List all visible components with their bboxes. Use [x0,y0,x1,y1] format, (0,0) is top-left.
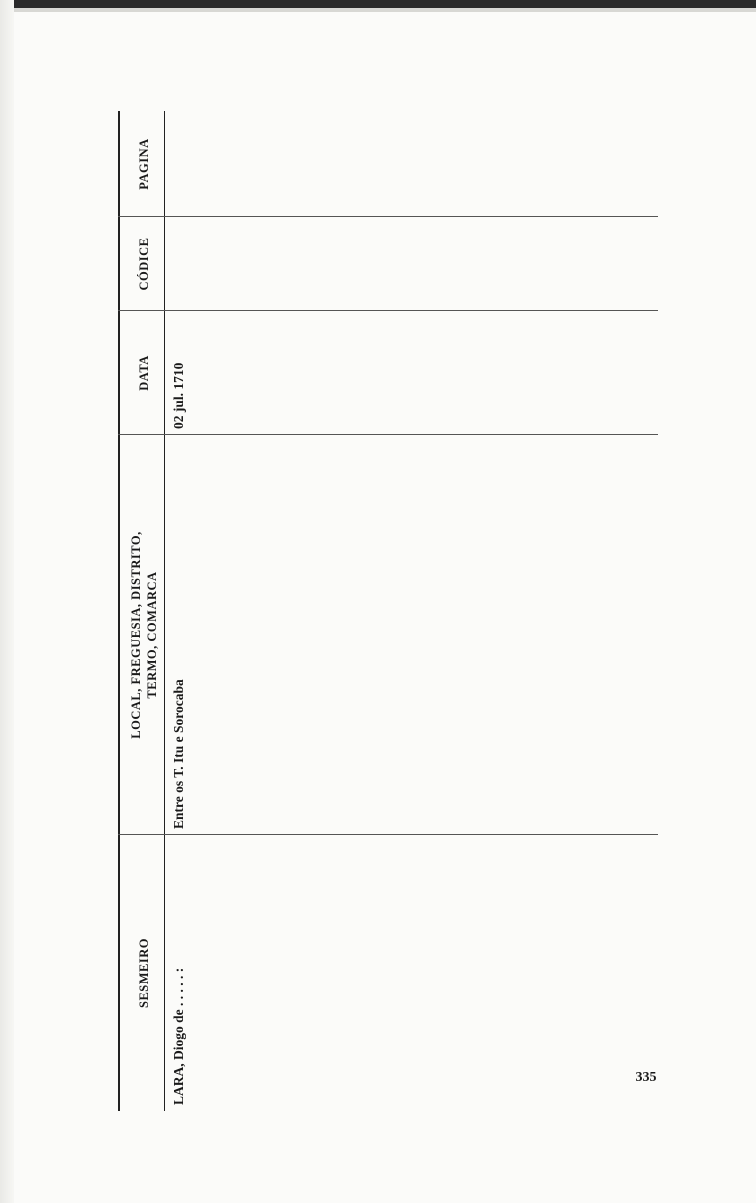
header-local [124,435,164,835]
page-number: 335 [635,1070,657,1085]
local-cell [170,439,187,829]
table-top-rule [118,111,120,1111]
scan-top-edge [0,0,756,8]
scan-top-shadow [0,8,756,12]
header-local-line2: TERMO, COMARCA [145,571,159,699]
col-divider-3 [118,310,658,311]
header-pagina: PAGINA [137,138,151,190]
sesmeiro-cell [170,837,187,1105]
data-cell [170,317,187,429]
col-divider-1 [118,834,658,835]
rotated-table-wrapper [118,111,658,1111]
header-rule [164,111,165,1111]
sesmarias-table [118,111,658,1111]
header-data: DATA [137,355,151,391]
header-local-line1: LOCAL, FREGUESIA, DISTRITO, [129,531,143,739]
sesmeiro-cell-line: LARA, Diogo de . . . . . : [171,967,186,1105]
scan-left-edge [0,0,14,1203]
header-sesmeiro: SESMEIRO [137,938,151,1008]
data-cell-line: 02 jul. 1710 [171,362,186,429]
header-codice: CÓDICE [137,237,151,291]
col-divider-4 [118,216,658,217]
col-divider-2 [118,434,658,435]
local-cell-line: Entre os T. Itu e Sorocaba [171,679,186,829]
